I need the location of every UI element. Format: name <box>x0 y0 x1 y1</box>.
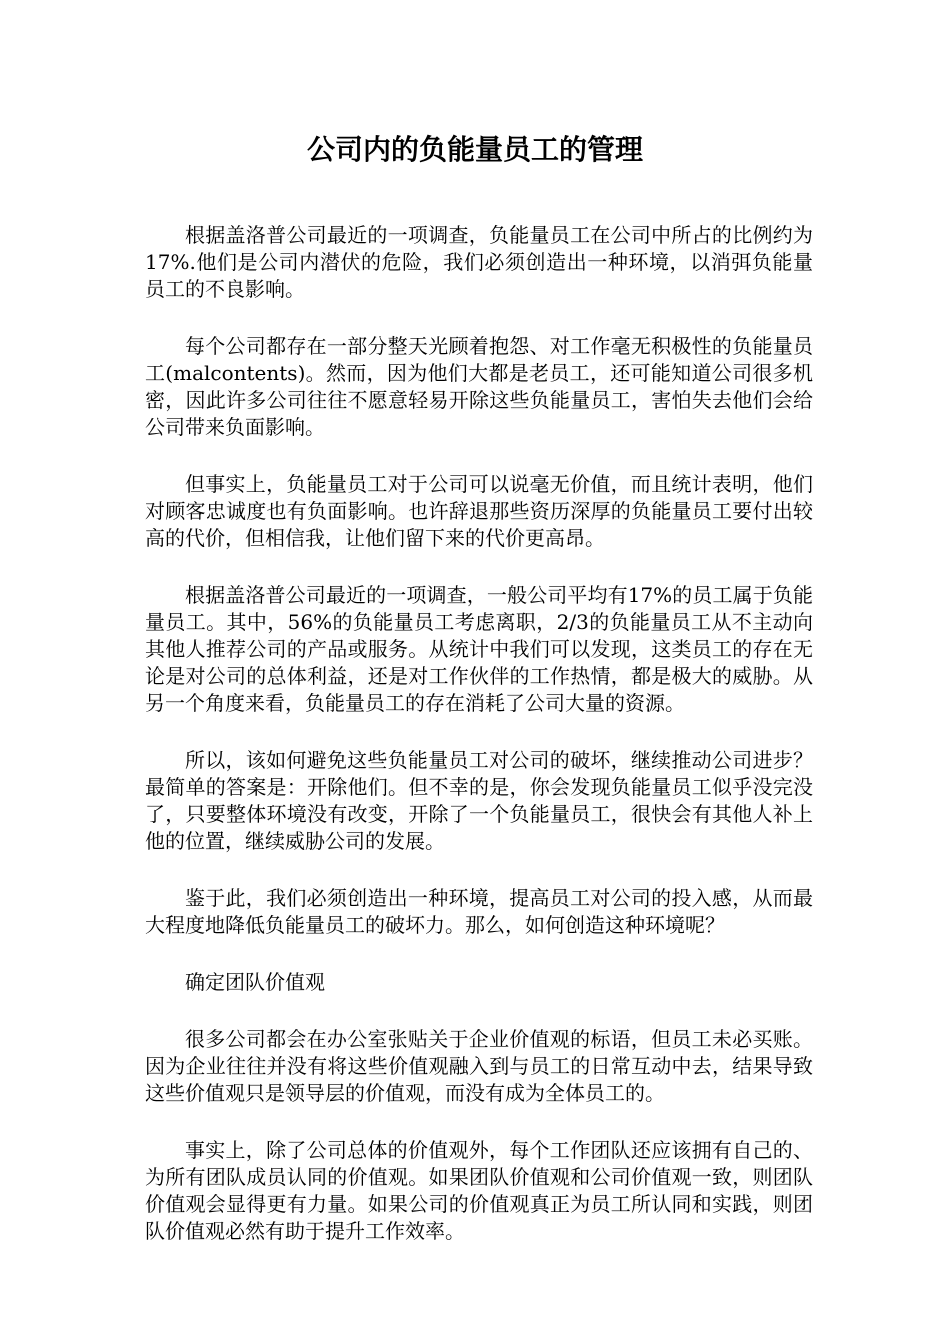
document-title: 公司内的负能量员工的管理 <box>306 133 643 166</box>
paragraph: 根据盖洛普公司最近的一项调查，负能量员工在公司中所占的比例约为17%.他们是公司内潜伏的危险，我们必须创造出一种环境，以消弭负能量员工的不良影响。 <box>145 223 813 301</box>
paragraph: 所以，该如何避免这些负能量员工对公司的破坏，继续推动公司进步？最简单的答案是：开除他们。但不幸的是，你会发现负能量员工似乎没完没了，只要整体环境没有改变，开除了一个负能量员工，很快会有其他人补上他的位置，继续威胁公司的发展。 <box>145 748 813 853</box>
paragraph: 鉴于此，我们必须创造出一种环境，提高员工对公司的投入感，从而最大程度地降低负能量员工的破坏力。那么，如何创造这种环境呢？ <box>145 886 813 937</box>
paragraph: 根据盖洛普公司最近的一项调查，一般公司平均有17%的员工属于负能量员工。其中，56%的负能量员工考虑离职，2/3的负能量员工从不主动向其他人推荐公司的产品或服务。从统计中我们可以发现，这类员工的存在无论是对公司的总体利益，还是对工作伙伴的工作热情，都是极大的威胁。从另一个角度来看，负能量员工的存在消耗了公司大量的资源。 <box>145 583 813 715</box>
paragraph: 但事实上，负能量员工对于公司可以说毫无价值，而且统计表明，他们对顾客忠诚度也有负面影响。也许辞退那些资历深厚的负能量员工要付出较高的代价，但相信我，让他们留下来的代价更高昂。 <box>145 472 813 550</box>
paragraph: 事实上，除了公司总体的价值观外，每个工作团队还应该拥有自己的、为所有团队成员认同的价值观。如果团队价值观和公司价值观一致，则团队价值观会显得更有力量。如果公司的价值观真正为员工所认同和实践，则团队价值观必然有助于提升工作效率。 <box>145 1138 813 1243</box>
paragraph: 很多公司都会在办公室张贴关于企业价值观的标语，但员工未必买账。因为企业往往并没有将这些价值观融入到与员工的日常互动中去，结果导致这些价值观只是领导层的价值观，而没有成为全体员工的。 <box>145 1027 813 1105</box>
paragraph: 每个公司都存在一部分整天光顾着抱怨、对工作毫无积极性的负能量员工(malcontents)。然而，因为他们大都是老员工，还可能知道公司很多机密，因此许多公司往往不愿意轻易开除这些负能量员工，害怕失去他们会给公司带来负面影响。 <box>145 334 813 439</box>
document-body <box>145 222 813 1275</box>
section-heading: 确定团队价值观 <box>185 970 325 994</box>
